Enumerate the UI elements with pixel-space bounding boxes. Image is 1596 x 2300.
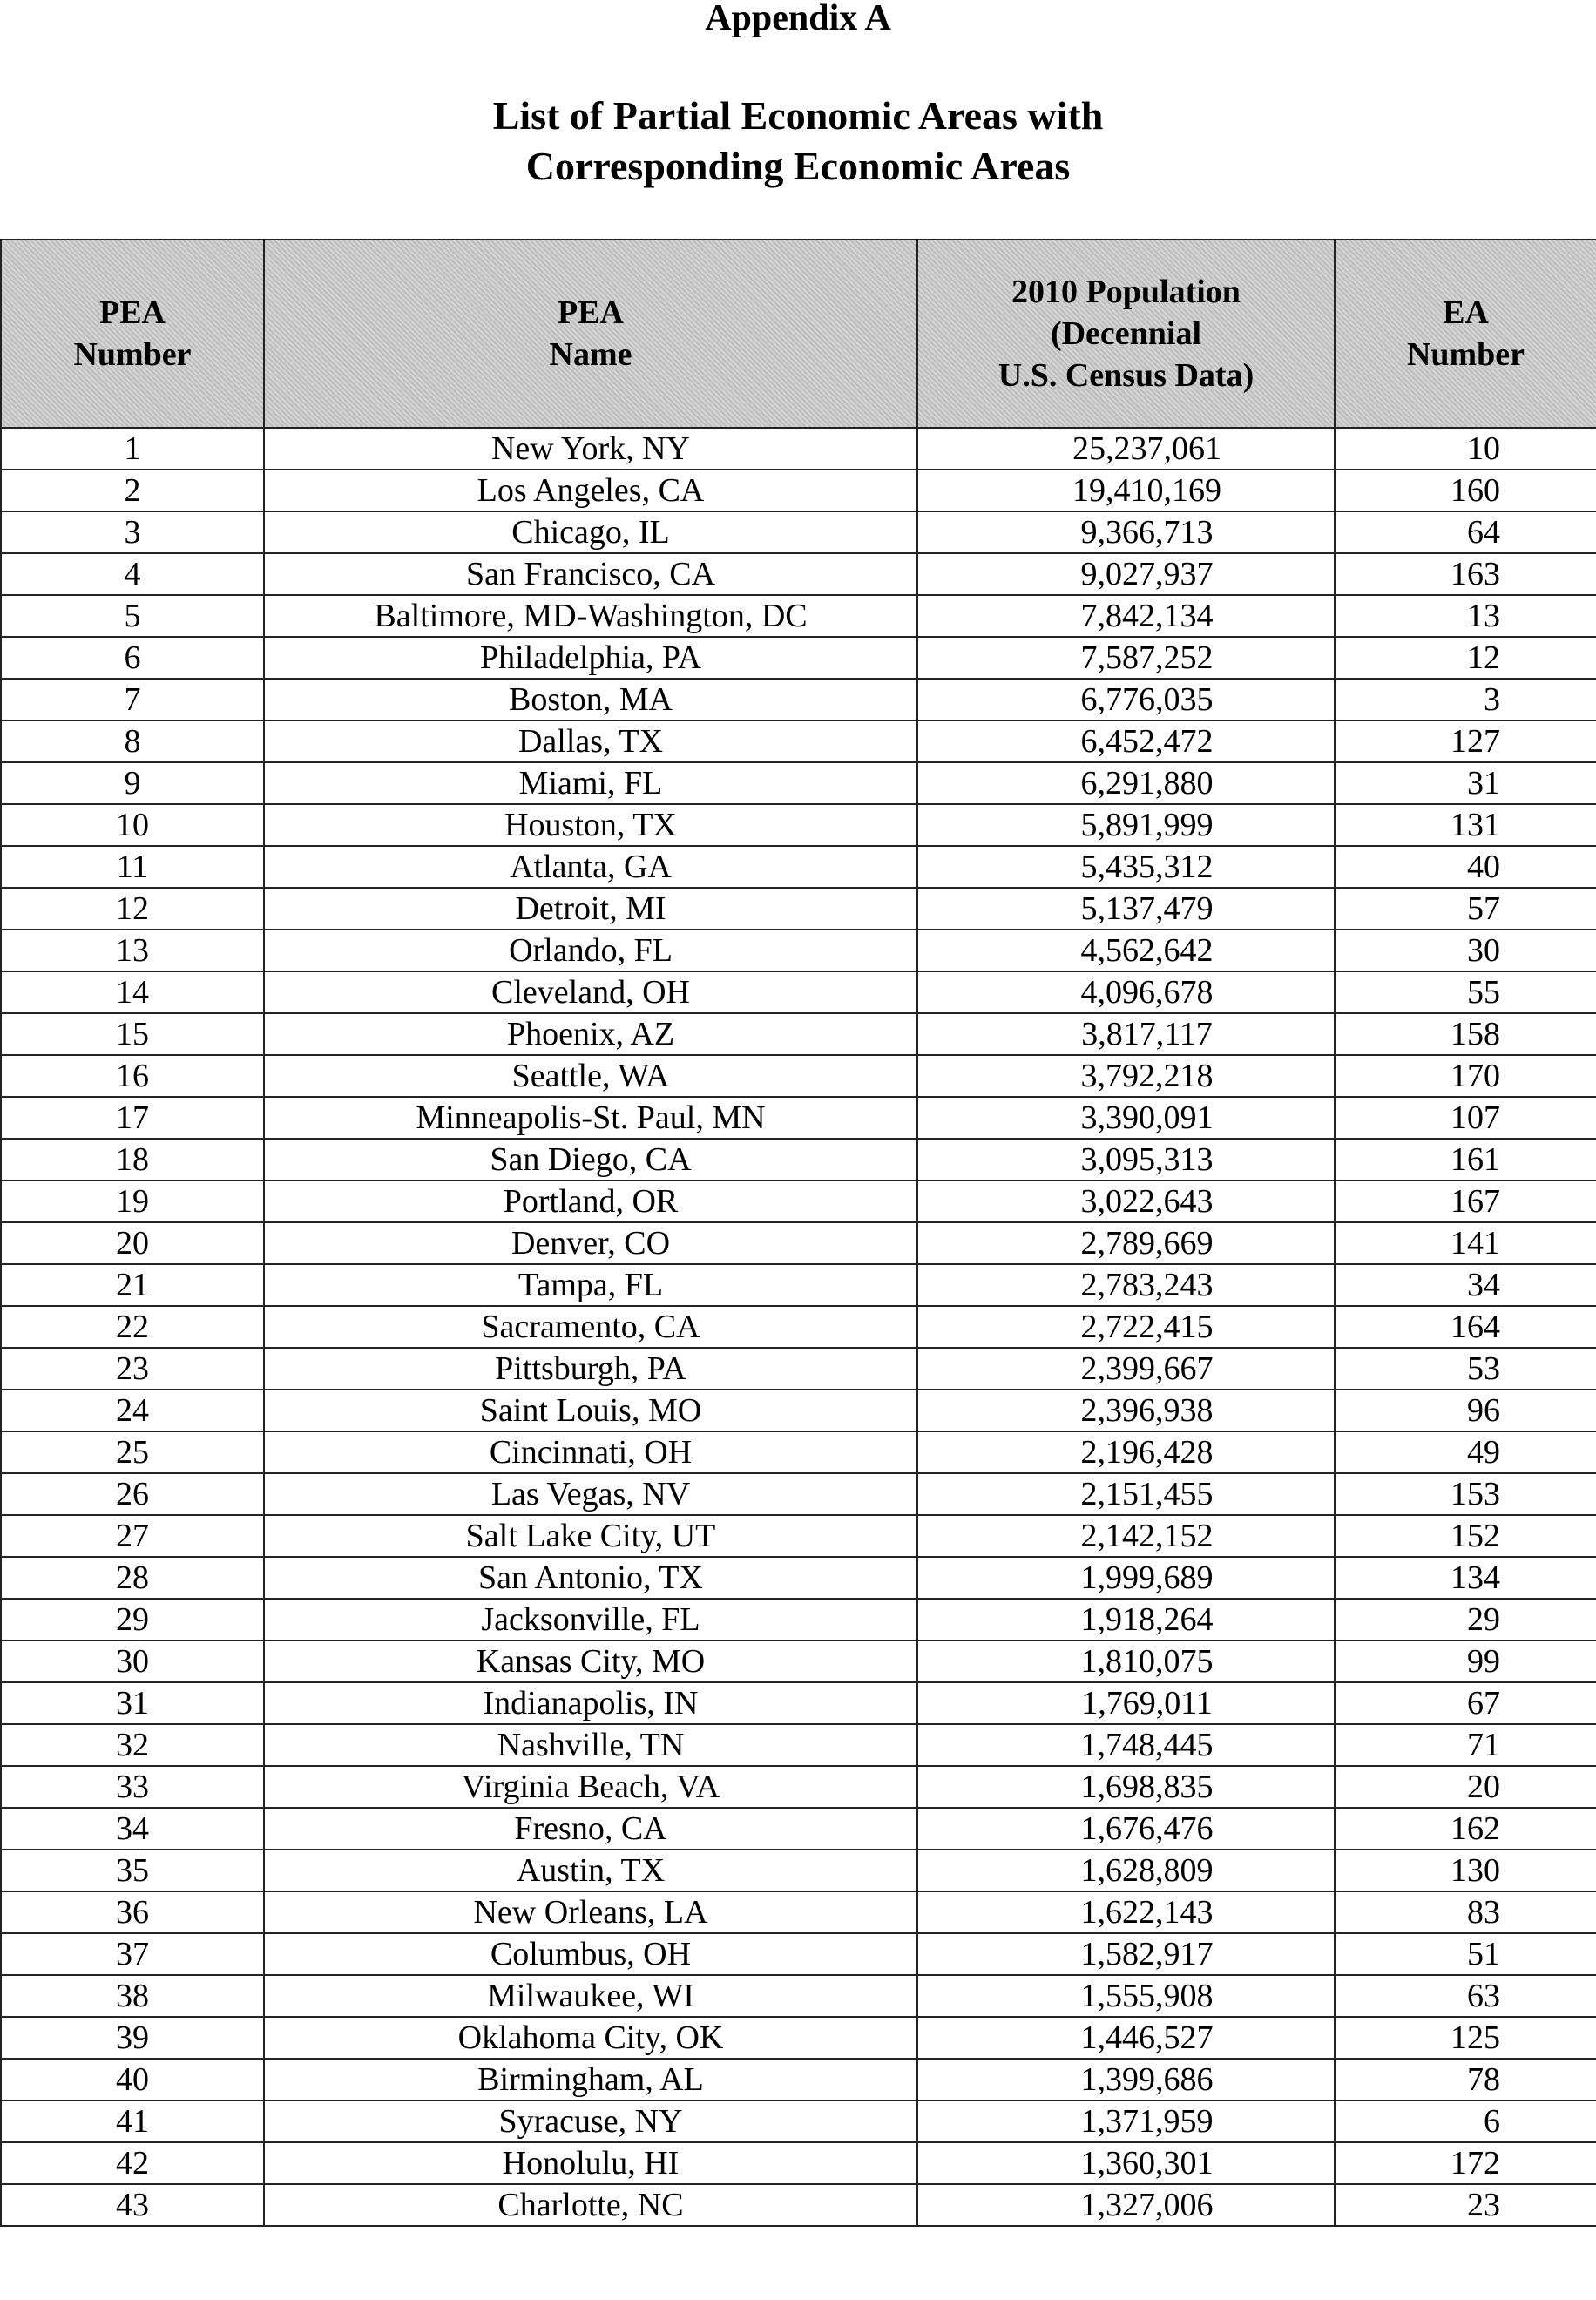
cell-pea-number: 31 <box>1 1682 264 1724</box>
cell-pea-number: 37 <box>1 1933 264 1975</box>
table-row <box>1 1682 1596 1724</box>
table-row <box>1 1473 1596 1515</box>
header-ea-number <box>1335 240 1596 428</box>
cell-pea-name: Milwaukee, WI <box>264 1975 917 2017</box>
cell-pea-number: 35 <box>1 1850 264 1891</box>
cell-ea-number: 107 <box>1335 1097 1596 1139</box>
table-row <box>1 930 1596 971</box>
table-row <box>1 595 1596 637</box>
table-row <box>1 1808 1596 1850</box>
cell-pea-number: 38 <box>1 1975 264 2017</box>
cell-pea-name: Las Vegas, NV <box>264 1473 917 1515</box>
cell-pea-name: San Antonio, TX <box>264 1557 917 1599</box>
cell-ea-number: 134 <box>1335 1557 1596 1599</box>
cell-pea-name: Nashville, TN <box>264 1724 917 1766</box>
header-line: (Decennial <box>1050 315 1202 352</box>
cell-pea-number: 23 <box>1 1348 264 1390</box>
table-row <box>1 2059 1596 2100</box>
cell-population: 4,096,678 <box>917 971 1335 1013</box>
cell-pea-name: Saint Louis, MO <box>264 1390 917 1431</box>
cell-pea-name: Phoenix, AZ <box>264 1013 917 1055</box>
cell-pea-number: 13 <box>1 930 264 971</box>
cell-pea-name: Salt Lake City, UT <box>264 1515 917 1557</box>
cell-pea-number: 28 <box>1 1557 264 1599</box>
cell-population: 3,095,313 <box>917 1139 1335 1180</box>
cell-population: 2,196,428 <box>917 1431 1335 1473</box>
table-row <box>1 1139 1596 1180</box>
table-row <box>1 2184 1596 2226</box>
table-row <box>1 1891 1596 1933</box>
cell-pea-name: Birmingham, AL <box>264 2059 917 2100</box>
header-pea-name <box>264 240 917 428</box>
cell-population: 25,237,061 <box>917 428 1335 470</box>
cell-population: 1,748,445 <box>917 1724 1335 1766</box>
table-row <box>1 637 1596 679</box>
cell-pea-number: 6 <box>1 637 264 679</box>
cell-pea-name: Houston, TX <box>264 804 917 846</box>
cell-pea-number: 26 <box>1 1473 264 1515</box>
cell-pea-name: Jacksonville, FL <box>264 1599 917 1640</box>
cell-population: 1,399,686 <box>917 2059 1335 2100</box>
cell-ea-number: 127 <box>1335 720 1596 762</box>
cell-population: 1,371,959 <box>917 2100 1335 2142</box>
cell-population: 3,817,117 <box>917 1013 1335 1055</box>
cell-pea-name: San Diego, CA <box>264 1139 917 1180</box>
cell-pea-number: 40 <box>1 2059 264 2100</box>
cell-pea-name: Los Angeles, CA <box>264 470 917 511</box>
cell-pea-number: 27 <box>1 1515 264 1557</box>
header-line: PEA <box>99 294 166 331</box>
cell-pea-name: Columbus, OH <box>264 1933 917 1975</box>
cell-pea-number: 39 <box>1 2017 264 2059</box>
cell-pea-name: San Francisco, CA <box>264 553 917 595</box>
table-row <box>1 1348 1596 1390</box>
cell-pea-number: 5 <box>1 595 264 637</box>
cell-pea-number: 22 <box>1 1306 264 1348</box>
cell-ea-number: 29 <box>1335 1599 1596 1640</box>
cell-pea-number: 30 <box>1 1640 264 1682</box>
cell-pea-number: 25 <box>1 1431 264 1473</box>
cell-ea-number: 162 <box>1335 1808 1596 1850</box>
cell-pea-name: Virginia Beach, VA <box>264 1766 917 1808</box>
cell-pea-name: Cleveland, OH <box>264 971 917 1013</box>
table-body <box>1 428 1596 2226</box>
cell-population: 2,399,667 <box>917 1348 1335 1390</box>
cell-ea-number: 40 <box>1335 846 1596 888</box>
cell-pea-name: Detroit, MI <box>264 888 917 930</box>
cell-ea-number: 13 <box>1335 595 1596 637</box>
page-title <box>0 91 1596 192</box>
cell-ea-number: 12 <box>1335 637 1596 679</box>
cell-ea-number: 158 <box>1335 1013 1596 1055</box>
cell-pea-name: Seattle, WA <box>264 1055 917 1097</box>
table-row <box>1 2142 1596 2184</box>
table-row <box>1 2100 1596 2142</box>
cell-population: 6,452,472 <box>917 720 1335 762</box>
header-line: Name <box>549 336 632 373</box>
cell-pea-number: 12 <box>1 888 264 930</box>
header-line: PEA <box>558 294 624 331</box>
cell-population: 9,027,937 <box>917 553 1335 595</box>
cell-ea-number: 130 <box>1335 1850 1596 1891</box>
cell-population: 2,722,415 <box>917 1306 1335 1348</box>
cell-pea-name: Austin, TX <box>264 1850 917 1891</box>
table-row <box>1 679 1596 720</box>
cell-population: 1,769,011 <box>917 1682 1335 1724</box>
table-row <box>1 888 1596 930</box>
cell-pea-name: Baltimore, MD-Washington, DC <box>264 595 917 637</box>
cell-ea-number: 6 <box>1335 2100 1596 2142</box>
cell-ea-number: 20 <box>1335 1766 1596 1808</box>
cell-population: 9,366,713 <box>917 511 1335 553</box>
cell-ea-number: 96 <box>1335 1390 1596 1431</box>
table-row <box>1 720 1596 762</box>
cell-pea-name: Pittsburgh, PA <box>264 1348 917 1390</box>
cell-pea-number: 2 <box>1 470 264 511</box>
cell-pea-number: 11 <box>1 846 264 888</box>
cell-population: 1,676,476 <box>917 1808 1335 1850</box>
cell-ea-number: 63 <box>1335 1975 1596 2017</box>
cell-population: 1,810,075 <box>917 1640 1335 1682</box>
cell-pea-number: 20 <box>1 1222 264 1264</box>
cell-ea-number: 71 <box>1335 1724 1596 1766</box>
cell-pea-name: Miami, FL <box>264 762 917 804</box>
cell-pea-name: Philadelphia, PA <box>264 637 917 679</box>
header-line: 2010 Population <box>1011 274 1241 310</box>
cell-ea-number: 10 <box>1335 428 1596 470</box>
table-row <box>1 1933 1596 1975</box>
cell-pea-name: Honolulu, HI <box>264 2142 917 2184</box>
cell-ea-number: 161 <box>1335 1139 1596 1180</box>
table-row <box>1 553 1596 595</box>
cell-population: 3,792,218 <box>917 1055 1335 1097</box>
cell-population: 6,776,035 <box>917 679 1335 720</box>
table-row <box>1 511 1596 553</box>
cell-population: 7,587,252 <box>917 637 1335 679</box>
table-row <box>1 1222 1596 1264</box>
cell-pea-name: Kansas City, MO <box>264 1640 917 1682</box>
cell-population: 5,435,312 <box>917 846 1335 888</box>
cell-ea-number: 163 <box>1335 553 1596 595</box>
cell-population: 1,446,527 <box>917 2017 1335 2059</box>
cell-pea-number: 36 <box>1 1891 264 1933</box>
cell-ea-number: 83 <box>1335 1891 1596 1933</box>
cell-population: 5,137,479 <box>917 888 1335 930</box>
table-row <box>1 971 1596 1013</box>
cell-pea-number: 10 <box>1 804 264 846</box>
cell-ea-number: 30 <box>1335 930 1596 971</box>
cell-population: 1,628,809 <box>917 1850 1335 1891</box>
table-header-row <box>1 240 1596 428</box>
cell-pea-number: 34 <box>1 1808 264 1850</box>
cell-pea-number: 4 <box>1 553 264 595</box>
table-row <box>1 1180 1596 1222</box>
cell-population: 1,698,835 <box>917 1766 1335 1808</box>
cell-pea-number: 9 <box>1 762 264 804</box>
cell-pea-name: Boston, MA <box>264 679 917 720</box>
table-row <box>1 1390 1596 1431</box>
cell-pea-name: Oklahoma City, OK <box>264 2017 917 2059</box>
cell-pea-number: 42 <box>1 2142 264 2184</box>
cell-ea-number: 99 <box>1335 1640 1596 1682</box>
header-line: Number <box>1406 336 1525 373</box>
cell-ea-number: 78 <box>1335 2059 1596 2100</box>
table-row <box>1 762 1596 804</box>
cell-pea-number: 18 <box>1 1139 264 1180</box>
table-row <box>1 2017 1596 2059</box>
header-pea-number <box>1 240 264 428</box>
table-row <box>1 1515 1596 1557</box>
page-title-line-1: List of Partial Economic Areas with <box>492 93 1104 138</box>
cell-ea-number: 23 <box>1335 2184 1596 2226</box>
cell-pea-number: 24 <box>1 1390 264 1431</box>
cell-population: 19,410,169 <box>917 470 1335 511</box>
cell-ea-number: 170 <box>1335 1055 1596 1097</box>
cell-population: 2,396,938 <box>917 1390 1335 1431</box>
table-row <box>1 1975 1596 2017</box>
cell-population: 1,327,006 <box>917 2184 1335 2226</box>
cell-pea-number: 16 <box>1 1055 264 1097</box>
table-row <box>1 846 1596 888</box>
cell-ea-number: 160 <box>1335 470 1596 511</box>
header-line: EA <box>1443 294 1489 331</box>
cell-ea-number: 49 <box>1335 1431 1596 1473</box>
cell-pea-name: Tampa, FL <box>264 1264 917 1306</box>
cell-pea-number: 14 <box>1 971 264 1013</box>
cell-pea-name: Chicago, IL <box>264 511 917 553</box>
cell-ea-number: 153 <box>1335 1473 1596 1515</box>
cell-pea-number: 17 <box>1 1097 264 1139</box>
header-population <box>917 240 1335 428</box>
cell-population: 1,999,689 <box>917 1557 1335 1599</box>
cell-pea-name: New York, NY <box>264 428 917 470</box>
cell-ea-number: 51 <box>1335 1933 1596 1975</box>
cell-pea-name: Denver, CO <box>264 1222 917 1264</box>
cell-population: 2,789,669 <box>917 1222 1335 1264</box>
table-row <box>1 1724 1596 1766</box>
cell-pea-number: 43 <box>1 2184 264 2226</box>
cell-ea-number: 167 <box>1335 1180 1596 1222</box>
cell-pea-name: Syracuse, NY <box>264 2100 917 2142</box>
cell-pea-number: 19 <box>1 1180 264 1222</box>
table-row <box>1 470 1596 511</box>
cell-pea-name: New Orleans, LA <box>264 1891 917 1933</box>
cell-population: 3,390,091 <box>917 1097 1335 1139</box>
pea-table <box>0 239 1596 2227</box>
cell-population: 1,622,143 <box>917 1891 1335 1933</box>
cell-pea-name: Charlotte, NC <box>264 2184 917 2226</box>
cell-pea-name: Minneapolis-St. Paul, MN <box>264 1097 917 1139</box>
table-row <box>1 1013 1596 1055</box>
cell-ea-number: 172 <box>1335 2142 1596 2184</box>
cell-pea-number: 21 <box>1 1264 264 1306</box>
table-row <box>1 1306 1596 1348</box>
cell-population: 1,918,264 <box>917 1599 1335 1640</box>
cell-pea-name: Cincinnati, OH <box>264 1431 917 1473</box>
table-row <box>1 804 1596 846</box>
cell-population: 2,142,152 <box>917 1515 1335 1557</box>
cell-population: 2,151,455 <box>917 1473 1335 1515</box>
table-row <box>1 1431 1596 1473</box>
cell-ea-number: 125 <box>1335 2017 1596 2059</box>
cell-ea-number: 131 <box>1335 804 1596 846</box>
cell-ea-number: 67 <box>1335 1682 1596 1724</box>
cell-population: 1,582,917 <box>917 1933 1335 1975</box>
cell-population: 7,842,134 <box>917 595 1335 637</box>
cell-ea-number: 31 <box>1335 762 1596 804</box>
cell-pea-number: 1 <box>1 428 264 470</box>
cell-pea-number: 33 <box>1 1766 264 1808</box>
cell-pea-name: Orlando, FL <box>264 930 917 971</box>
cell-pea-name: Fresno, CA <box>264 1808 917 1850</box>
cell-ea-number: 53 <box>1335 1348 1596 1390</box>
cell-population: 1,555,908 <box>917 1975 1335 2017</box>
cell-ea-number: 3 <box>1335 679 1596 720</box>
table-row <box>1 428 1596 470</box>
cell-ea-number: 141 <box>1335 1222 1596 1264</box>
cell-ea-number: 64 <box>1335 511 1596 553</box>
cell-ea-number: 152 <box>1335 1515 1596 1557</box>
table-row <box>1 1264 1596 1306</box>
cell-pea-number: 8 <box>1 720 264 762</box>
cell-ea-number: 34 <box>1335 1264 1596 1306</box>
cell-population: 5,891,999 <box>917 804 1335 846</box>
cell-population: 1,360,301 <box>917 2142 1335 2184</box>
cell-population: 2,783,243 <box>917 1264 1335 1306</box>
header-line: U.S. Census Data) <box>998 357 1254 394</box>
cell-pea-number: 15 <box>1 1013 264 1055</box>
page-title-line-2: Corresponding Economic Areas <box>525 144 1071 188</box>
cell-population: 6,291,880 <box>917 762 1335 804</box>
cell-pea-number: 29 <box>1 1599 264 1640</box>
cell-pea-number: 41 <box>1 2100 264 2142</box>
table-row <box>1 1557 1596 1599</box>
cell-ea-number: 57 <box>1335 888 1596 930</box>
table-row <box>1 1640 1596 1682</box>
header-line: Number <box>73 336 192 373</box>
cell-pea-name: Indianapolis, IN <box>264 1682 917 1724</box>
cell-population: 3,022,643 <box>917 1180 1335 1222</box>
cell-pea-number: 32 <box>1 1724 264 1766</box>
cell-pea-name: Sacramento, CA <box>264 1306 917 1348</box>
table-row <box>1 1850 1596 1891</box>
appendix-label: Appendix A <box>705 0 891 38</box>
cell-ea-number: 164 <box>1335 1306 1596 1348</box>
cell-pea-name: Dallas, TX <box>264 720 917 762</box>
table-row <box>1 1055 1596 1097</box>
cell-pea-number: 3 <box>1 511 264 553</box>
table-row <box>1 1766 1596 1808</box>
cell-population: 4,562,642 <box>917 930 1335 971</box>
table-row <box>1 1097 1596 1139</box>
cell-pea-name: Atlanta, GA <box>264 846 917 888</box>
cell-pea-name: Portland, OR <box>264 1180 917 1222</box>
cell-pea-number: 7 <box>1 679 264 720</box>
cell-ea-number: 55 <box>1335 971 1596 1013</box>
table-row <box>1 1599 1596 1640</box>
